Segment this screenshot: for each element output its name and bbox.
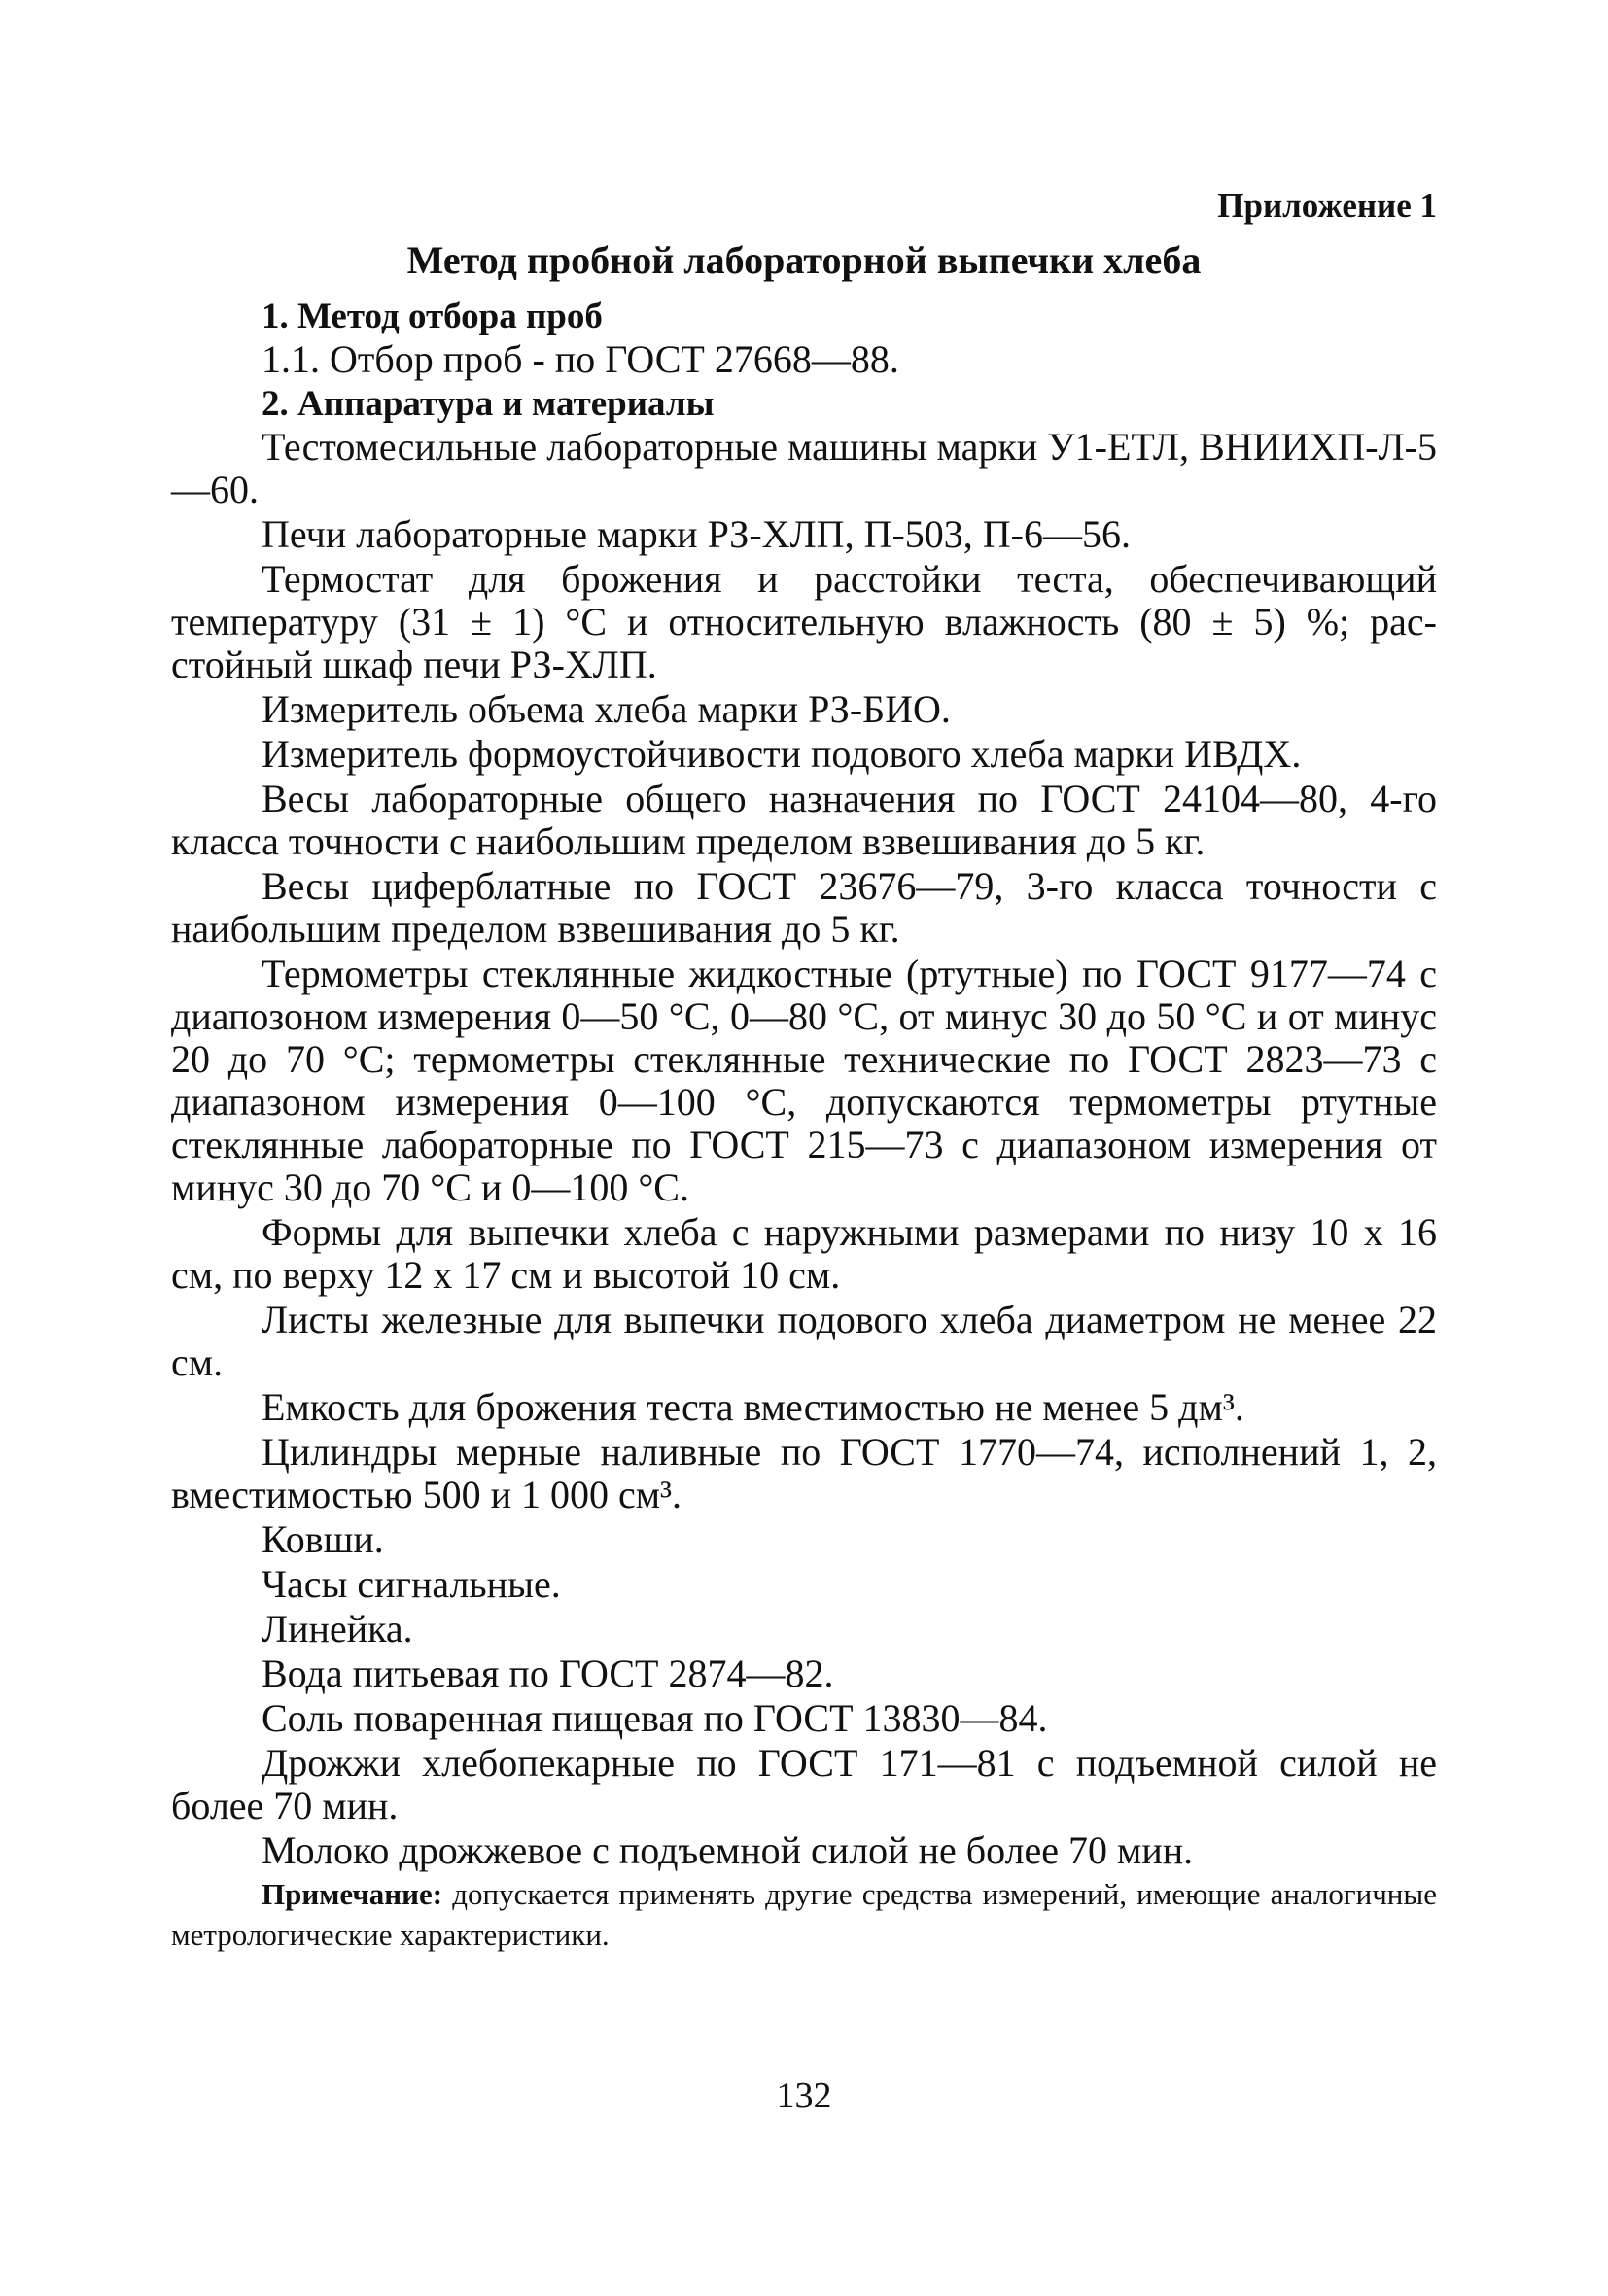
- equipment-paragraph: Дрожжи хлебопекарные по ГОСТ 171—81 с подъемной силой не более 70 мин.: [171, 1741, 1437, 1827]
- page-number: 132: [776, 2075, 832, 2116]
- equipment-paragraph: Часы сигнальные.: [262, 1562, 561, 1606]
- section-1-heading: 1. Метод отбора проб: [262, 296, 603, 336]
- equipment-paragraph: Измеритель формоустойчивости подового хлеба марки ИВДХ.: [262, 732, 1302, 776]
- page-content: [171, 185, 1437, 1956]
- equipment-paragraph: Термостат для брожения и расстойки теста, обеспечивающий температуру (31 ± 1) °С и относительную влажность (80 ± 5) %; расстойный шкаф печи РЗ-ХЛП.: [171, 557, 1437, 686]
- equipment-paragraph: Емкость для брожения теста вместимостью не менее 5 дм³.: [262, 1385, 1244, 1429]
- appendix-label: Приложение 1: [1217, 187, 1437, 225]
- equipment-paragraph: Весы циферблатные по ГОСТ 23676—79, 3-го класса точности с наибольшим пределом взвешивания до 5 кг.: [171, 864, 1437, 951]
- equipment-paragraph: Термометры стеклянные жидкостные (ртутные) по ГОСТ 9177—74 с диапозоном измерения 0—50 °С, 0—80 °С, от минус 30 до 50 °С и от минус 20 до 70 °С; термометры стеклянные технические по ГОСТ 2823—73 с диапазоном измерения 0—100 °С, допускаются термометры ртутные стеклянные лабораторные по ГОСТ 215—73 с диапазоном измерения от минус 30 до 70 °С и 0—100 °С.: [171, 952, 1437, 1209]
- document-title: Метод пробной лабораторной выпечки хлеба: [406, 238, 1202, 282]
- note-label: Примечание:: [262, 1877, 443, 1911]
- equipment-paragraph: Измеритель объема хлеба марки РЗ-БИО.: [262, 687, 951, 731]
- equipment-paragraph: Печи лабораторные марки РЗ-ХЛП, П-503, П-6—56.: [262, 512, 1131, 556]
- equipment-paragraph: Тестомесильные лабораторные машины марки У1-ЕТЛ, ВНИИХП-Л-5—60.: [171, 425, 1437, 511]
- section-2-heading: 2. Аппаратура и материалы: [262, 384, 715, 424]
- equipment-paragraph: Формы для выпечки хлеба с наружными размерами по низу 10 х 16 см, по верху 12 х 17 см и высотой 10 см.: [171, 1210, 1437, 1297]
- equipment-paragraph: Молоко дрожжевое с подъемной силой не более 70 мин.: [262, 1828, 1194, 1872]
- section-1-item: 1.1. Отбор проб - по ГОСТ 27668—88.: [262, 337, 899, 381]
- equipment-paragraph: Весы лабораторные общего назначения по ГОСТ 24104—80, 4-го класса точности с наибольшим пределом взвешивания до 5 кг.: [171, 777, 1437, 863]
- note-text: допускается применять другие средства измерений, имеющие аналогичные метрологические характеристики.: [171, 1877, 1437, 1952]
- equipment-paragraph: Ковши.: [262, 1517, 384, 1561]
- note: [171, 1874, 1437, 1956]
- equipment-paragraph: Цилиндры мерные наливные по ГОСТ 1770—74, исполнений 1, 2, вместимостью 500 и 1 000 см³.: [171, 1430, 1437, 1516]
- equipment-paragraph: Линейка.: [262, 1607, 413, 1651]
- equipment-paragraph: Соль поваренная пищевая по ГОСТ 13830—84.: [262, 1696, 1048, 1740]
- equipment-paragraph: Вода питьевая по ГОСТ 2874—82.: [262, 1652, 834, 1695]
- equipment-paragraph: Листы железные для выпечки подового хлеба диаметром не менее 22 см.: [171, 1298, 1437, 1384]
